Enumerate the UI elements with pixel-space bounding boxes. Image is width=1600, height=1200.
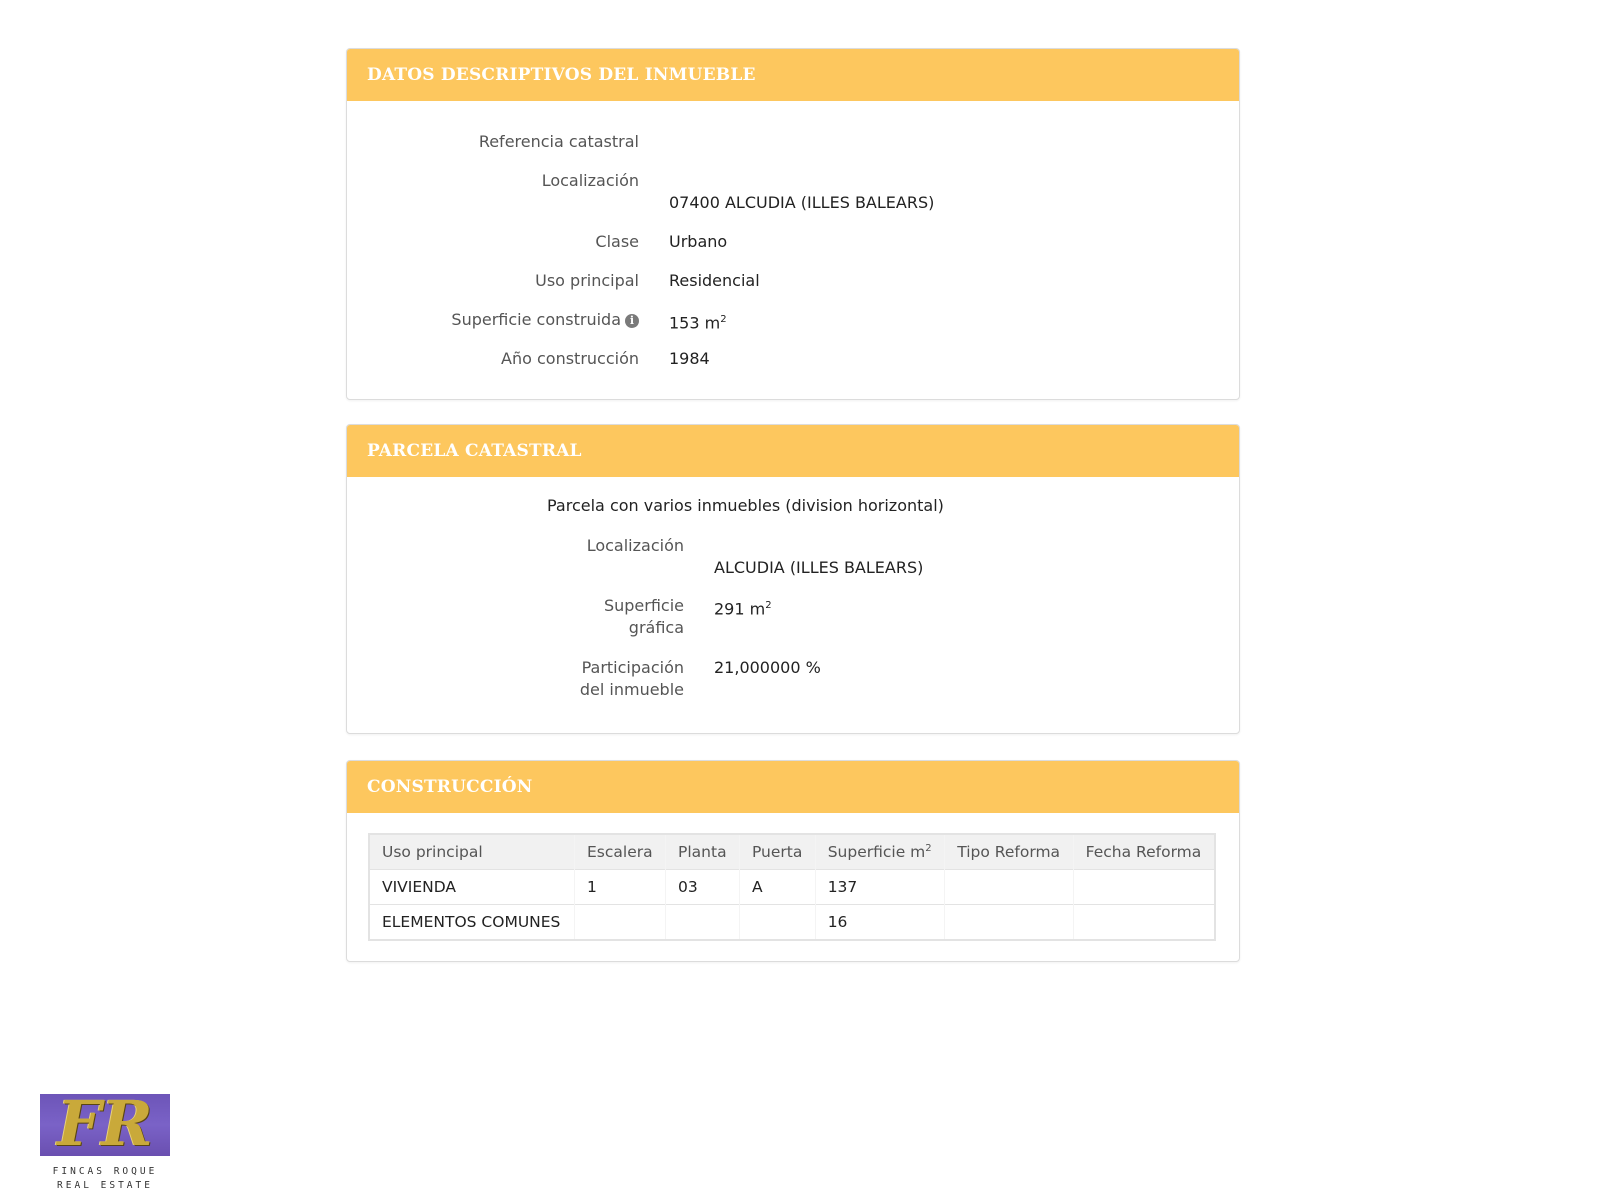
col-uso-principal: Uso principal	[369, 834, 575, 870]
cell-fecha-reforma	[1073, 870, 1215, 905]
cell-escalera	[575, 905, 666, 941]
superficie-construida-exp: 2	[720, 314, 727, 325]
datos-descriptivos-title: DATOS DESCRIPTIVOS DEL INMUEBLE	[347, 49, 1239, 101]
parcela-label-superficie-line2: gráfica	[628, 618, 684, 637]
col-puerta: Puerta	[739, 834, 815, 870]
cell-puerta	[739, 905, 815, 941]
construccion-panel	[346, 760, 1240, 962]
parcela-label-participacion	[580, 657, 684, 701]
col-superficie-exp: 2	[925, 842, 932, 854]
col-escalera: Escalera	[575, 834, 666, 870]
cell-puerta: A	[739, 870, 815, 905]
label-uso-principal: Uso principal	[535, 271, 639, 290]
parcela-catastral-panel	[346, 424, 1240, 734]
logo-line-2: REAL ESTATE	[57, 1180, 153, 1191]
table-row	[369, 870, 1215, 905]
construccion-header-row	[369, 834, 1215, 870]
col-tipo-reforma: Tipo Reforma	[945, 834, 1073, 870]
cell-superficie: 137	[815, 870, 945, 905]
info-icon[interactable]: i	[625, 314, 639, 328]
parcela-catastral-title: PARCELA CATASTRAL	[347, 425, 1239, 477]
value-anio-construccion: 1984	[669, 349, 710, 368]
value-uso-principal: Residencial	[669, 271, 760, 290]
label-clase: Clase	[595, 232, 639, 251]
cell-planta: 03	[666, 870, 740, 905]
cell-tipo-reforma	[945, 870, 1073, 905]
parcela-superficie-number: 291 m	[714, 599, 766, 619]
logo-line-1: FINCAS ROQUE	[52, 1166, 158, 1177]
value-clase: Urbano	[669, 232, 728, 251]
col-superficie	[815, 834, 945, 870]
parcela-value-superficie	[714, 595, 772, 620]
superficie-construida-number: 153 m	[669, 313, 721, 333]
table-row	[369, 905, 1215, 941]
parcela-value-participacion: 21,000000 %	[714, 658, 821, 677]
label-superficie-construida-row	[451, 309, 639, 331]
construccion-title: CONSTRUCCIÓN	[347, 761, 1239, 813]
value-superficie-construida	[669, 309, 727, 334]
cell-uso: VIVIENDA	[369, 870, 575, 905]
value-localizacion: 07400 ALCUDIA (ILLES BALEARS)	[669, 193, 935, 212]
parcela-subtitle: Parcela con varios inmuebles (division horizontal)	[547, 496, 944, 515]
label-superficie-construida: Superficie construida	[451, 310, 621, 329]
parcela-label-superficie	[604, 595, 684, 639]
construccion-table	[368, 833, 1216, 941]
col-planta: Planta	[666, 834, 740, 870]
parcela-value-localizacion: ALCUDIA (ILLES BALEARS)	[714, 558, 924, 577]
parcela-superficie-exp: 2	[765, 600, 772, 611]
parcela-label-participacion-line1: Participación	[581, 658, 684, 677]
cell-tipo-reforma	[945, 905, 1073, 941]
cell-escalera: 1	[575, 870, 666, 905]
parcela-label-participacion-line2: del inmueble	[579, 680, 684, 699]
col-fecha-reforma: Fecha Reforma	[1073, 834, 1215, 870]
label-anio-construccion: Año construcción	[501, 349, 639, 368]
logo-monogram: FR	[57, 1087, 153, 1160]
col-superficie-label: Superficie m	[827, 843, 926, 862]
cell-uso: ELEMENTOS COMUNES	[369, 905, 575, 941]
parcela-label-superficie-line1: Superficie	[603, 596, 684, 615]
label-referencia-catastral: Referencia catastral	[478, 132, 639, 151]
label-localizacion: Localización	[541, 171, 639, 190]
cell-planta	[666, 905, 740, 941]
fincas-roque-logo	[40, 1087, 170, 1194]
parcela-label-localizacion: Localización	[586, 536, 684, 555]
cell-fecha-reforma	[1073, 905, 1215, 941]
datos-descriptivos-panel	[346, 48, 1240, 400]
cell-superficie: 16	[815, 905, 945, 941]
